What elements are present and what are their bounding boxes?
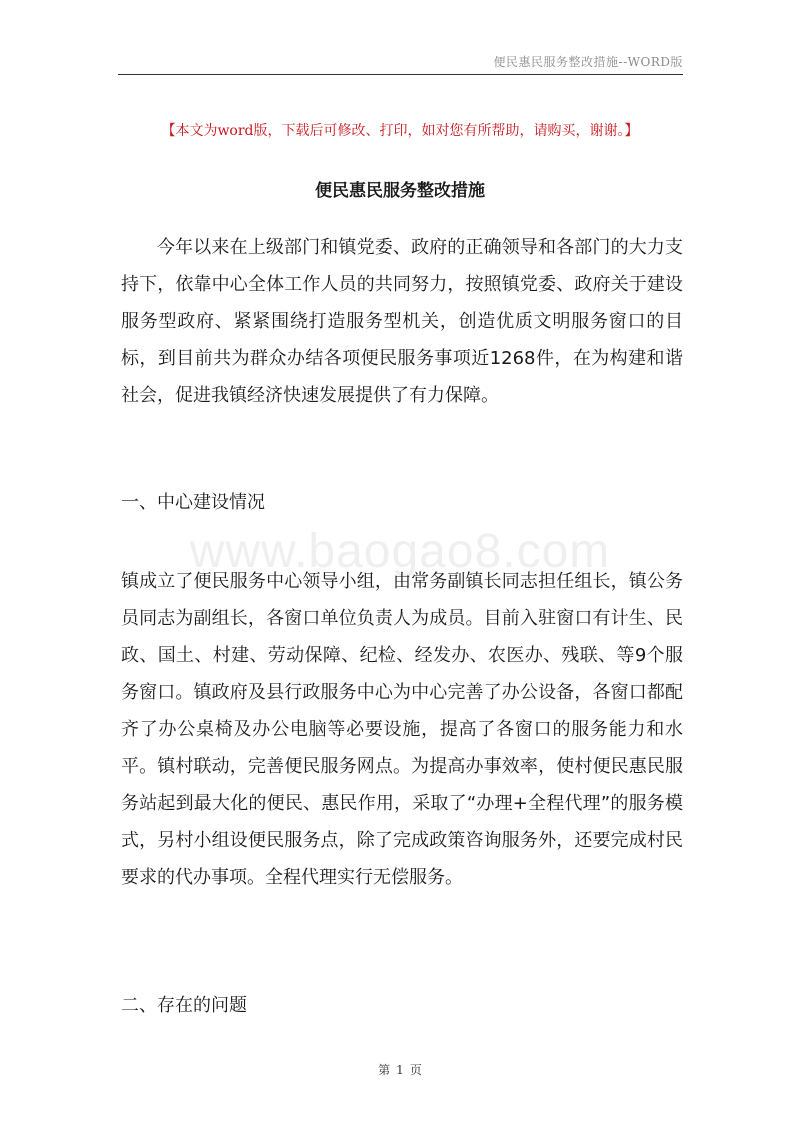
watermark: www.baogao8.com [189,525,611,578]
section-heading-1: 一、中心建设情况 [121,492,265,513]
header-divider [118,74,683,75]
page-prefix: 第 [378,1063,391,1077]
section-heading-2: 二、存在的问题 [121,995,247,1016]
section-1-paragraph: 镇成立了便民服务中心领导小组，由常务副镇长同志担任组长，镇公务员同志为副组长，各窗口单位负责人为成员。目前入驻窗口有计生、民政、国土、村建、劳动保障、纪检、经发办、农医办、残联、等9个服务窗口。镇政府及县行政服务中心为中心完善了办公设备，各窗口都配齐了办公桌椅及办公电脑等必要设施，提高了各窗口的服务能力和水平。镇村联动，完善便民服务网点。为提高办事效率，使村便民惠民服务站起到最大化的便民、惠民作用，采取了“办理+全程代理”的服务模式，另村小组设便民服务点，除了完成政策咨询服务外，还要完成村民要求的代办事项。全程代理实行无偿服务。 [121,571,683,888]
document-title: 便民惠民服务整改措施 [315,181,485,201]
page-suffix: 页 [409,1063,422,1077]
page-number-footer [0,1061,800,1078]
purchase-notice: 【本文为word版，下载后可修改、打印，如对您有所帮助，请购买，谢谢。】 [161,123,639,139]
running-header: 便民惠民服务整改措施--WORD版 [493,55,683,69]
page-number: 1 [396,1063,404,1077]
intro-paragraph: 今年以来在上级部门和镇党委、政府的正确领导和各部门的大力支持下，依靠中心全体工作人员的共同努力，按照镇党委、政府关于建设服务型政府、紧紧围绕打造服务型机关，创造优质文明服务窗口的目标，到目前共为群众办结各项便民服务事项近1268件，在为构建和谐社会，促进我镇经济快速发展提供了有力保障。 [121,237,683,406]
